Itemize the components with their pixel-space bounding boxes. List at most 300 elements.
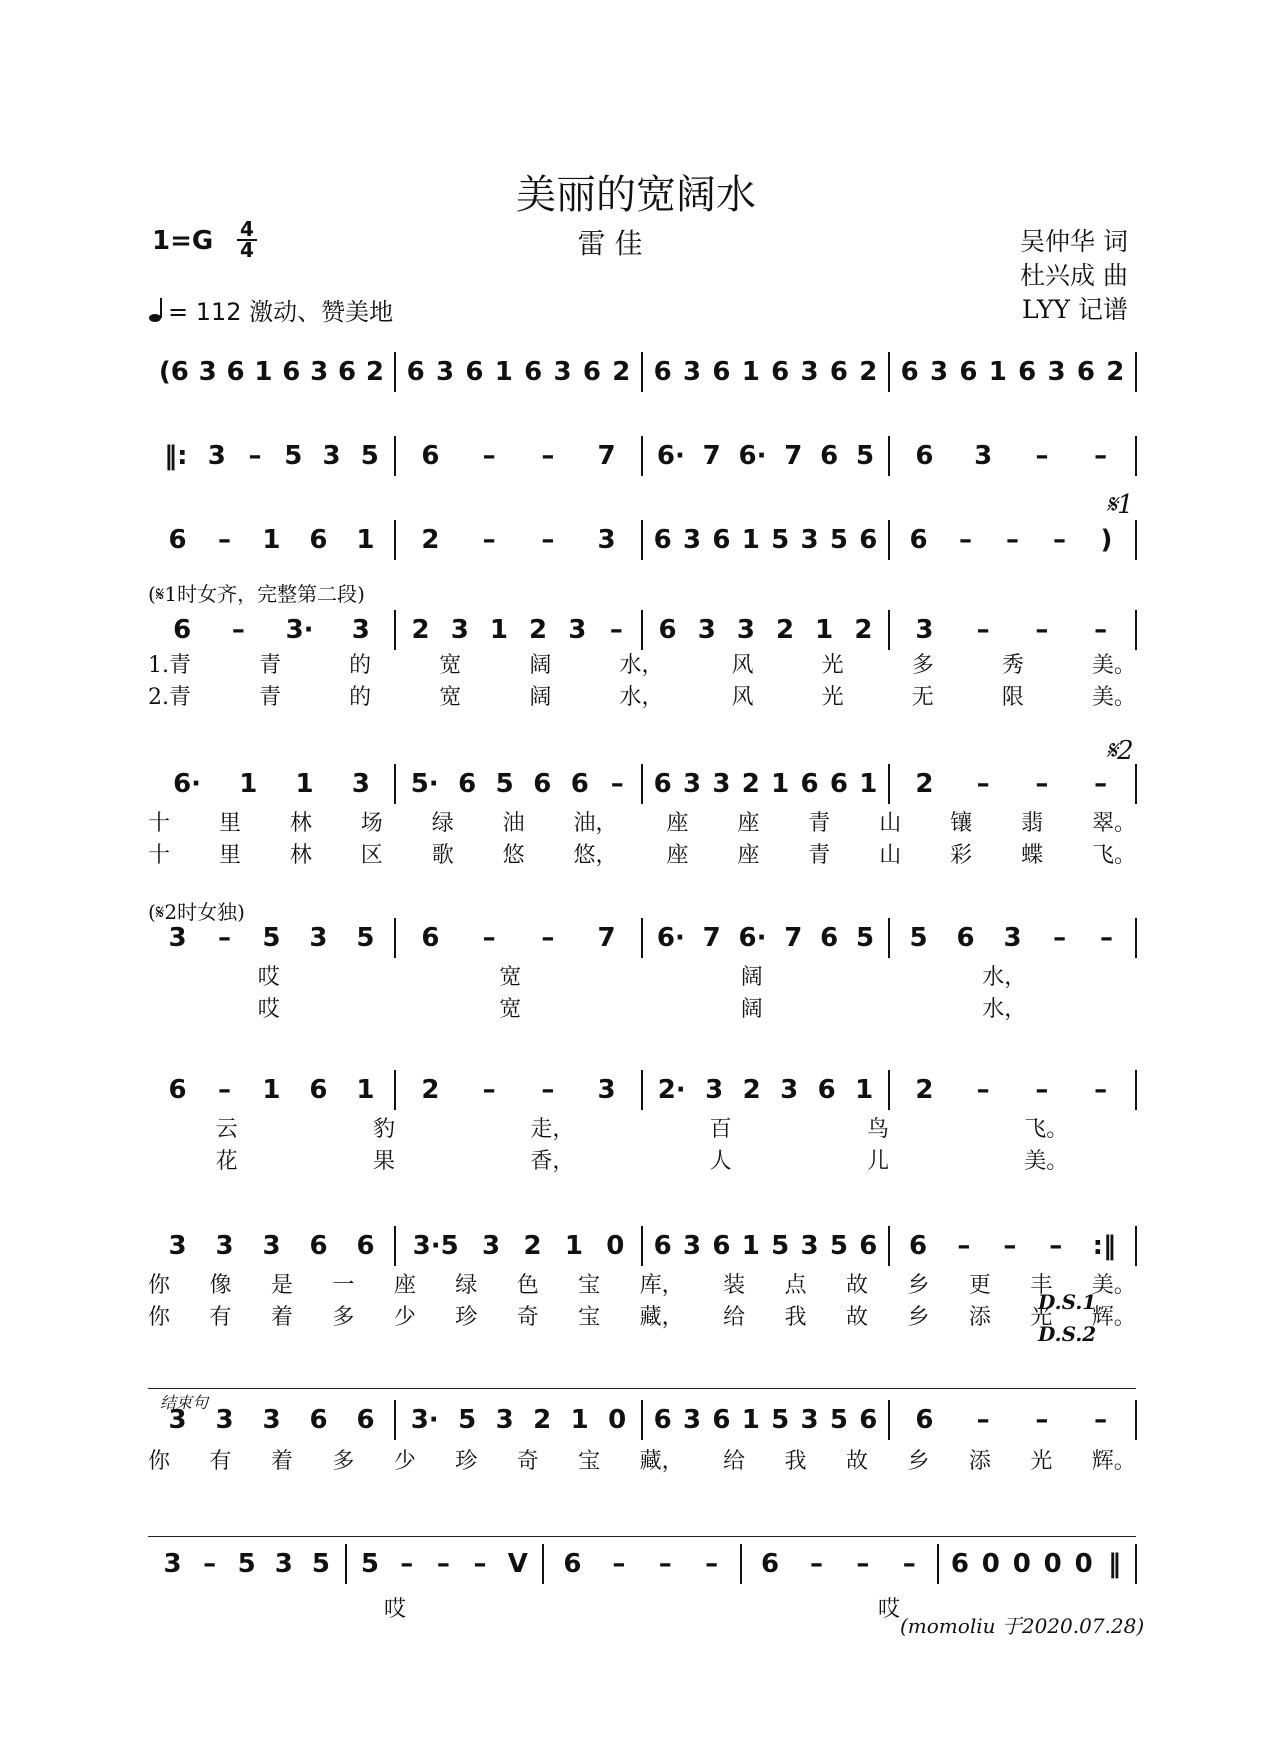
note: –: [473, 1549, 487, 1579]
note: –: [1100, 923, 1113, 953]
lyric-char: 人: [709, 1149, 732, 1174]
note: 0: [1043, 1549, 1062, 1579]
note: –: [1094, 1405, 1108, 1435]
measure: [352, 1544, 538, 1584]
note: 5: [771, 525, 790, 555]
lyric-char: 光: [821, 685, 844, 710]
note: 3: [568, 615, 587, 645]
lyric-char: 歌: [431, 843, 454, 868]
note: 2: [742, 1075, 761, 1105]
note: 5: [829, 1405, 848, 1435]
note: 0: [608, 1405, 627, 1435]
note: 3: [800, 525, 819, 555]
note: 7: [597, 923, 616, 953]
note: –: [1094, 441, 1108, 471]
lyric-char: 阔: [740, 997, 763, 1022]
note: 6: [582, 357, 601, 387]
lyric-char: 着: [270, 1305, 293, 1330]
note: 2: [533, 1405, 552, 1435]
lyric-char: 丰: [1030, 1273, 1053, 1298]
note: 6: [653, 1405, 672, 1435]
lyric-char: 座: [393, 1273, 416, 1298]
bar-line: [888, 918, 890, 958]
bar-line: [1135, 918, 1137, 958]
measure: [154, 1070, 389, 1110]
note: 1: [356, 1075, 375, 1105]
lyric-char: 水，: [982, 997, 1027, 1022]
time-signature-top: 4: [240, 217, 254, 241]
note: 2·: [657, 1075, 686, 1105]
lyric-char: 故: [845, 1273, 868, 1298]
bar-line: [641, 520, 643, 560]
note: 5: [356, 923, 375, 953]
note: 5: [909, 923, 928, 953]
note: 3: [274, 1549, 293, 1579]
note: –: [231, 615, 245, 645]
measure: [648, 436, 883, 476]
measure: [895, 764, 1130, 804]
note: 3: [683, 1231, 702, 1261]
bar-line: [394, 436, 396, 476]
note: :‖: [1092, 1231, 1116, 1261]
note: 5·: [410, 769, 439, 799]
lyric-char: 奇: [516, 1305, 539, 1330]
note: 1: [859, 769, 878, 799]
note: 6: [900, 357, 919, 387]
measure: [154, 1544, 340, 1584]
note: 6: [908, 1231, 928, 1261]
note: 2: [915, 769, 934, 799]
note: –: [959, 525, 973, 555]
note: 6: [421, 441, 440, 471]
bar-line: [1135, 764, 1137, 804]
note: –: [976, 1405, 990, 1435]
bar-line: [641, 610, 643, 650]
note: 1: [262, 1075, 281, 1105]
ds2-marker: D.S.2: [1038, 1322, 1097, 1346]
bar-line: [394, 1400, 396, 1440]
note: 3: [262, 1405, 281, 1435]
note: –: [1003, 1231, 1017, 1261]
note: 3: [780, 1075, 799, 1105]
note: 1: [741, 1405, 760, 1435]
lyric-char: 儿: [866, 1149, 889, 1174]
bar-line: [641, 1070, 643, 1110]
lyric-char: 座: [666, 843, 689, 868]
measure: [401, 1070, 636, 1110]
lyrics-line: [148, 960, 1136, 991]
bar-line: [888, 520, 890, 560]
note: 1: [741, 1231, 760, 1261]
lyric-char: 宝: [578, 1273, 601, 1298]
composer-credit: 杜兴成 曲: [1020, 261, 1128, 290]
lyric-char: 座: [737, 811, 760, 836]
lyric-char: 悠: [502, 843, 525, 868]
note: 3: [351, 615, 370, 645]
transcription-signature: (momoliu 于2020.07.28): [900, 1614, 1145, 1638]
note: 1: [494, 357, 513, 387]
note: 6: [760, 1549, 780, 1579]
lyric-char: 你: [148, 1273, 171, 1298]
note: 3: [553, 357, 572, 387]
note: 2: [523, 1231, 542, 1261]
bar-line: [1135, 1544, 1137, 1584]
measure: [895, 918, 1130, 958]
note: 6: [563, 1549, 582, 1579]
bar-line: [345, 1544, 347, 1584]
note: 3: [310, 357, 329, 387]
bar-line: [394, 1226, 396, 1266]
note: 6: [829, 769, 848, 799]
note: 6: [859, 525, 878, 555]
note: 6: [168, 1075, 187, 1105]
lyric-char: 光: [1030, 1449, 1053, 1474]
lyric-char: 1.青: [148, 653, 191, 678]
note: –: [612, 1549, 626, 1579]
lyrics-line: [148, 680, 1136, 711]
note: –: [436, 1549, 450, 1579]
lyric-char: 鸟: [866, 1117, 889, 1142]
note: 6·: [738, 441, 767, 471]
lyric-char: 哎: [257, 997, 280, 1022]
coda-bracket-line: [148, 1388, 1136, 1389]
note: 6: [915, 441, 934, 471]
lyric-char: 珍: [455, 1305, 478, 1330]
tempo-text: = 112 激动、赞美地: [168, 298, 394, 326]
note: 6: [406, 357, 425, 387]
note: 2: [1106, 357, 1125, 387]
lyrics-line: [148, 1144, 1136, 1175]
note: 7: [702, 441, 721, 471]
measure: [154, 352, 389, 392]
bar-line: [888, 1226, 890, 1266]
note: 3: [309, 923, 328, 953]
note: 7: [784, 441, 803, 471]
bar-line: [888, 1400, 890, 1440]
lyric-char: 色: [516, 1273, 539, 1298]
note: –: [1035, 441, 1049, 471]
note: 5: [856, 441, 875, 471]
bar-line: [641, 1226, 643, 1266]
measure: [895, 1226, 1130, 1266]
note: 0: [1074, 1549, 1093, 1579]
note: 6: [653, 769, 672, 799]
measure: [401, 918, 636, 958]
note: 3: [683, 525, 702, 555]
note: –: [1035, 1075, 1049, 1105]
bar-line: [888, 1070, 890, 1110]
lyric-char: 翠。: [1091, 811, 1136, 836]
lyric-char: 云: [215, 1117, 238, 1142]
note: 2: [421, 525, 440, 555]
lyric-char: 哎: [257, 965, 280, 990]
measure: [648, 918, 883, 958]
note: –: [541, 923, 555, 953]
measure: [648, 352, 883, 392]
lyric-char: 林: [289, 811, 312, 836]
note: 2: [741, 769, 760, 799]
note: 3: [683, 357, 702, 387]
note: V: [507, 1549, 528, 1579]
note: 7: [702, 923, 721, 953]
note: –: [203, 1549, 217, 1579]
lyric-char: 十: [148, 811, 171, 836]
note: 7: [597, 441, 616, 471]
lyric-char: 百: [709, 1117, 732, 1142]
note: –: [705, 1549, 719, 1579]
note: 2: [776, 615, 795, 645]
lyric-char: 美。: [1091, 685, 1136, 710]
measure: [154, 520, 389, 560]
note: 5: [458, 1405, 477, 1435]
lyric-char: 珍: [455, 1449, 478, 1474]
note: 6: [173, 615, 192, 645]
note: 6: [771, 357, 790, 387]
note: –: [1006, 525, 1020, 555]
song-title: 美丽的宽阔水: [516, 172, 756, 218]
lyric-char: 座: [737, 843, 760, 868]
lyrics-line: [148, 1268, 1136, 1299]
note: 3·: [410, 1405, 439, 1435]
note: 6: [712, 1231, 731, 1261]
note: 2: [612, 357, 631, 387]
measure: [895, 1400, 1130, 1440]
segno-1-marker: 𝄋1: [1106, 490, 1134, 520]
note: 6: [309, 1405, 328, 1435]
note: –: [1094, 769, 1108, 799]
lyric-char: 镶: [950, 811, 973, 836]
note: 0: [1012, 1549, 1031, 1579]
lyric-char: 有: [209, 1305, 232, 1330]
note: 6: [465, 357, 484, 387]
note: 2: [915, 1075, 934, 1105]
note: 3: [207, 441, 226, 471]
lyric-char: 宽: [439, 685, 462, 710]
lyric-char: 你: [148, 1449, 171, 1474]
note: 5: [771, 1231, 790, 1261]
lyric-char: 彩: [950, 843, 973, 868]
lyric-char: 故: [845, 1305, 868, 1330]
note: ‖: [1108, 1549, 1121, 1579]
note: 6: [1018, 357, 1037, 387]
note: 6: [712, 357, 731, 387]
lyrics-line: [148, 806, 1136, 837]
note: 3: [163, 1549, 182, 1579]
note: 1: [570, 1405, 589, 1435]
lyric-char: 给: [723, 1305, 746, 1330]
lyrics-line: [148, 992, 1136, 1023]
lyric-char: 你: [148, 1305, 171, 1330]
note: 6: [524, 357, 543, 387]
note: 3: [800, 357, 819, 387]
note: 6: [820, 441, 839, 471]
lyrics-line: [148, 648, 1136, 679]
note: 6: [820, 923, 839, 953]
note: 1: [564, 1231, 583, 1261]
measure: [401, 610, 636, 650]
bar-line: [888, 610, 890, 650]
note: –: [248, 441, 262, 471]
note: –: [541, 1075, 555, 1105]
note: 1: [295, 769, 314, 799]
lyric-char: 飞。: [1091, 843, 1136, 868]
note: 6·: [173, 769, 202, 799]
note: 1: [356, 525, 375, 555]
note: 6: [653, 357, 672, 387]
lyric-char: 风: [731, 653, 754, 678]
lyric-char: 添: [968, 1305, 991, 1330]
lyric-char: 绿: [431, 811, 454, 836]
note: 3: [697, 615, 716, 645]
note: 3: [215, 1231, 234, 1261]
note: 3: [800, 1405, 819, 1435]
lyric-char: 绿: [455, 1273, 478, 1298]
bar-line: [641, 1400, 643, 1440]
note: 3: [705, 1075, 724, 1105]
lyric-char: 乡: [907, 1273, 930, 1298]
measure: [648, 520, 883, 560]
lyric-char: 哎: [383, 1597, 406, 1622]
lyric-char: 宝: [578, 1449, 601, 1474]
lyric-char: 是: [270, 1273, 293, 1298]
note: 1: [855, 1075, 874, 1105]
note: 6: [570, 769, 589, 799]
note: 3: [712, 769, 731, 799]
lyric-char: 2.青: [148, 685, 191, 710]
lyric-char: 故: [845, 1449, 868, 1474]
note: 3: [262, 1231, 281, 1261]
lyric-char: 宝: [578, 1305, 601, 1330]
lyricist-credit: 吴仲华 词: [1020, 227, 1128, 256]
note: 0: [606, 1231, 625, 1261]
bar-line: [394, 352, 396, 392]
note: 3: [322, 441, 341, 471]
note: 2: [365, 357, 384, 387]
lyric-char: 青: [808, 811, 831, 836]
bar-line: [1135, 610, 1137, 650]
note: –: [217, 1075, 231, 1105]
bar-line: [1135, 1400, 1137, 1440]
note: –: [610, 769, 624, 799]
lyric-char: 乡: [907, 1449, 930, 1474]
lyric-char: 的: [349, 685, 372, 710]
bar-line: [888, 352, 890, 392]
lyric-char: 悠，: [573, 843, 618, 868]
time-signature: [236, 217, 258, 262]
lyric-char: 蝶: [1021, 843, 1044, 868]
key-signature: 1=G: [152, 226, 214, 256]
transcriber-credit: LYY 记谱: [1022, 295, 1128, 324]
segno1-performance-note: (𝄋1时女齐，完整第二段): [148, 582, 365, 606]
lyric-char: 水，: [982, 965, 1027, 990]
note: 6·: [656, 441, 685, 471]
note: 6: [309, 525, 328, 555]
note: –: [482, 923, 496, 953]
measure: [895, 520, 1130, 560]
note: 1: [988, 357, 1007, 387]
note: 1: [771, 769, 790, 799]
coda-label: 结束句: [160, 1393, 209, 1412]
note: –: [400, 1549, 414, 1579]
note: –: [1094, 1075, 1108, 1105]
lyric-char: 我: [784, 1449, 807, 1474]
lyrics-line: [148, 1300, 1136, 1331]
measure: [895, 610, 1130, 650]
lyrics-line: [148, 1444, 1136, 1475]
note: 5: [262, 923, 281, 953]
note: 1: [741, 525, 760, 555]
bar-line: [1135, 436, 1137, 476]
note: 5: [311, 1549, 331, 1579]
note: 5: [771, 1405, 790, 1435]
note: 5: [360, 1549, 380, 1579]
lyric-char: 光: [821, 653, 844, 678]
note: 6: [282, 357, 301, 387]
lyric-char: 油: [502, 811, 525, 836]
note: 1: [815, 615, 834, 645]
measure: [154, 436, 389, 476]
lyric-char: 着: [270, 1449, 293, 1474]
lyric-char: 果: [372, 1149, 395, 1174]
note: 6: [309, 1231, 328, 1261]
lyric-char: 翡: [1021, 811, 1044, 836]
note: 5: [829, 1231, 848, 1261]
note: –: [957, 1231, 971, 1261]
bar-line: [740, 1544, 742, 1584]
note: 3: [168, 1405, 187, 1435]
lyric-char: 山: [879, 843, 902, 868]
note: –: [1052, 525, 1066, 555]
note: 3: [597, 525, 616, 555]
note: 3: [215, 1405, 234, 1435]
measure: [648, 1070, 883, 1110]
note: 3: [683, 769, 702, 799]
note: 5: [284, 441, 303, 471]
measure: [154, 1226, 389, 1266]
note: 6: [1076, 357, 1095, 387]
lyric-char: 一: [332, 1273, 355, 1298]
lyric-char: 山: [879, 811, 902, 836]
lyric-char: 藏，: [639, 1305, 684, 1330]
bar-line: [937, 1544, 939, 1584]
lyric-char: 青: [259, 653, 282, 678]
final-bracket-line: [148, 1536, 1136, 1537]
note: 1: [262, 525, 281, 555]
measure: [154, 764, 389, 804]
note: –: [482, 441, 496, 471]
note: 3: [974, 441, 993, 471]
note: 6: [817, 1075, 836, 1105]
time-signature-bottom: 4: [240, 238, 254, 262]
lyric-char: 的: [349, 653, 372, 678]
note: 3: [915, 615, 934, 645]
note: 3: [495, 1405, 514, 1435]
lyric-char: 阔: [529, 685, 552, 710]
note: 6: [829, 357, 848, 387]
lyric-char: 我: [784, 1305, 807, 1330]
note: ): [1100, 525, 1113, 555]
measure: [648, 1226, 883, 1266]
note: 6: [168, 525, 187, 555]
bar-line: [1135, 1226, 1137, 1266]
note: –: [976, 769, 990, 799]
lyric-char: 十: [148, 843, 171, 868]
bar-line: [888, 436, 890, 476]
note: 6: [859, 1405, 878, 1435]
note: –: [541, 525, 555, 555]
measure: [648, 764, 883, 804]
note: 6: [458, 769, 477, 799]
